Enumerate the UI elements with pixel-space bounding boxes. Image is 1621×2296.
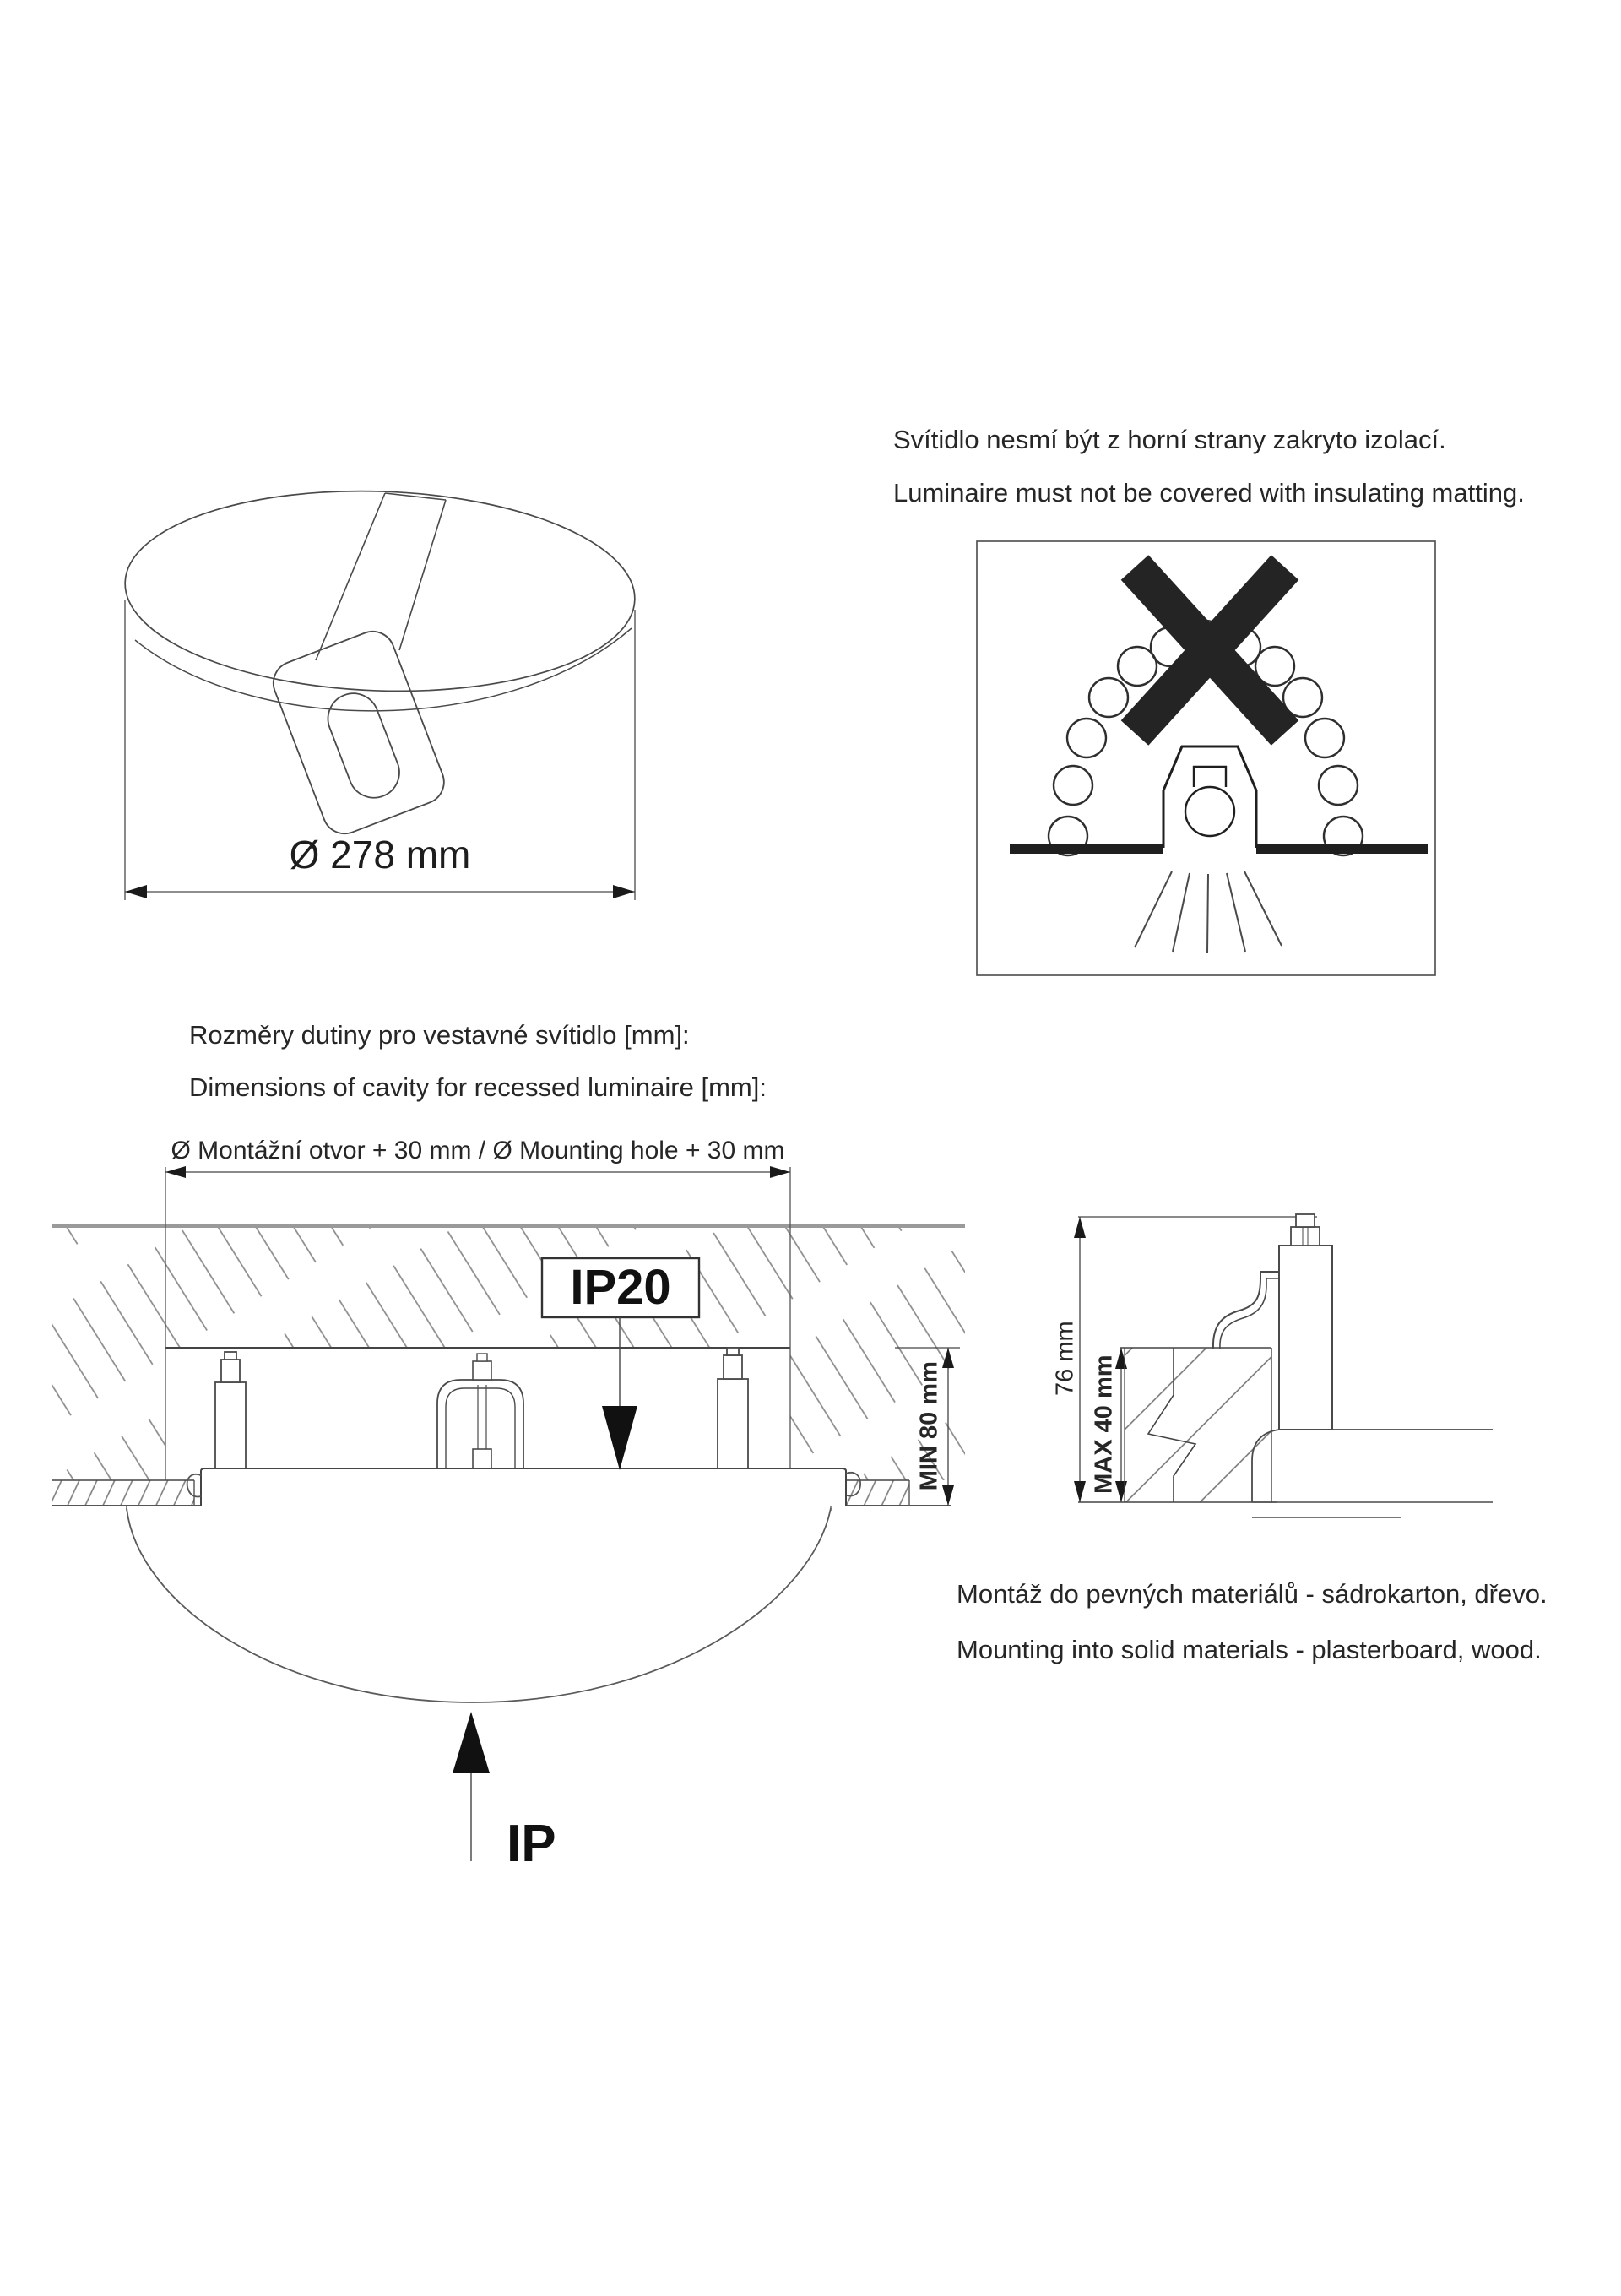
- screw-post: [1279, 1214, 1332, 1430]
- diameter-label: Ø 278 mm: [289, 833, 471, 877]
- dome-diffuser: [127, 1506, 831, 1702]
- cavity-cross-section-figure: [52, 1166, 965, 1861]
- luminaire-rim-ellipse: [122, 483, 638, 700]
- max-thickness-label: MAX 40 mm: [1090, 1354, 1118, 1494]
- cavity-title-cs: Rozměry dutiny pro vestavné svítidlo [mm]:: [189, 1020, 690, 1050]
- board-cross-section: [1120, 1348, 1271, 1502]
- ceiling-bar: [1256, 844, 1428, 854]
- bracket-slot: [321, 686, 407, 805]
- cavity-title-en: Dimensions of cavity for recessed luminaire [mm]:: [189, 1072, 767, 1102]
- diameter-dimension: [125, 885, 635, 898]
- hatch-material: [52, 1348, 165, 1480]
- recessed-luminaire-icon: [1163, 746, 1256, 848]
- mounting-note-en: Mounting into solid materials - plasterboard, wood.: [957, 1635, 1542, 1664]
- ip-arrow-icon: [453, 1712, 490, 1773]
- luminaire-lower-rim: [135, 628, 632, 711]
- dimension-arrow-icon: [942, 1485, 954, 1506]
- safety-note-cs: Svítidlo nesmí být z horní strany zakryto izolací.: [893, 425, 1446, 454]
- dimension-arrow-icon: [1074, 1481, 1086, 1502]
- mounting-note-cs: Montáž do pevných materiálů - sádrokarton, dřevo.: [957, 1579, 1548, 1609]
- ip20-label: IP20: [570, 1260, 671, 1315]
- dimension-arrow-icon: [613, 885, 635, 898]
- no-insulation-warning-icon: [977, 541, 1435, 975]
- dimension-arrow-icon: [165, 1166, 186, 1178]
- luminaire-base-plate: [201, 1468, 846, 1506]
- ip-label: IP: [507, 1815, 556, 1873]
- side-mounting-detail-figure: [1074, 1214, 1493, 1517]
- fixing-bracket: [437, 1354, 523, 1468]
- light-rays-icon: [1135, 871, 1282, 953]
- mounting-bracket: [267, 493, 450, 840]
- dimension-arrow-icon: [770, 1166, 790, 1178]
- safety-note-en: Luminaire must not be covered with insulating matting.: [893, 478, 1525, 508]
- min-depth-label: MIN 80 mm: [915, 1361, 943, 1491]
- height-label: 76 mm: [1051, 1321, 1079, 1396]
- ceiling-bar: [1010, 844, 1163, 854]
- dimension-arrow-icon: [125, 885, 147, 898]
- ip-arrow: [453, 1712, 490, 1861]
- spring-clip: [1213, 1272, 1279, 1349]
- hatch-material: [52, 1228, 965, 1348]
- luminaire-body-edge: [1252, 1430, 1493, 1517]
- ip20-arrow-icon: [602, 1406, 637, 1470]
- hole-dimension: [165, 1166, 790, 1178]
- hole-dimension-label: Ø Montážní otvor + 30 mm / Ø Mounting hole + 30 mm: [171, 1137, 785, 1164]
- dimension-arrow-icon: [1074, 1217, 1086, 1238]
